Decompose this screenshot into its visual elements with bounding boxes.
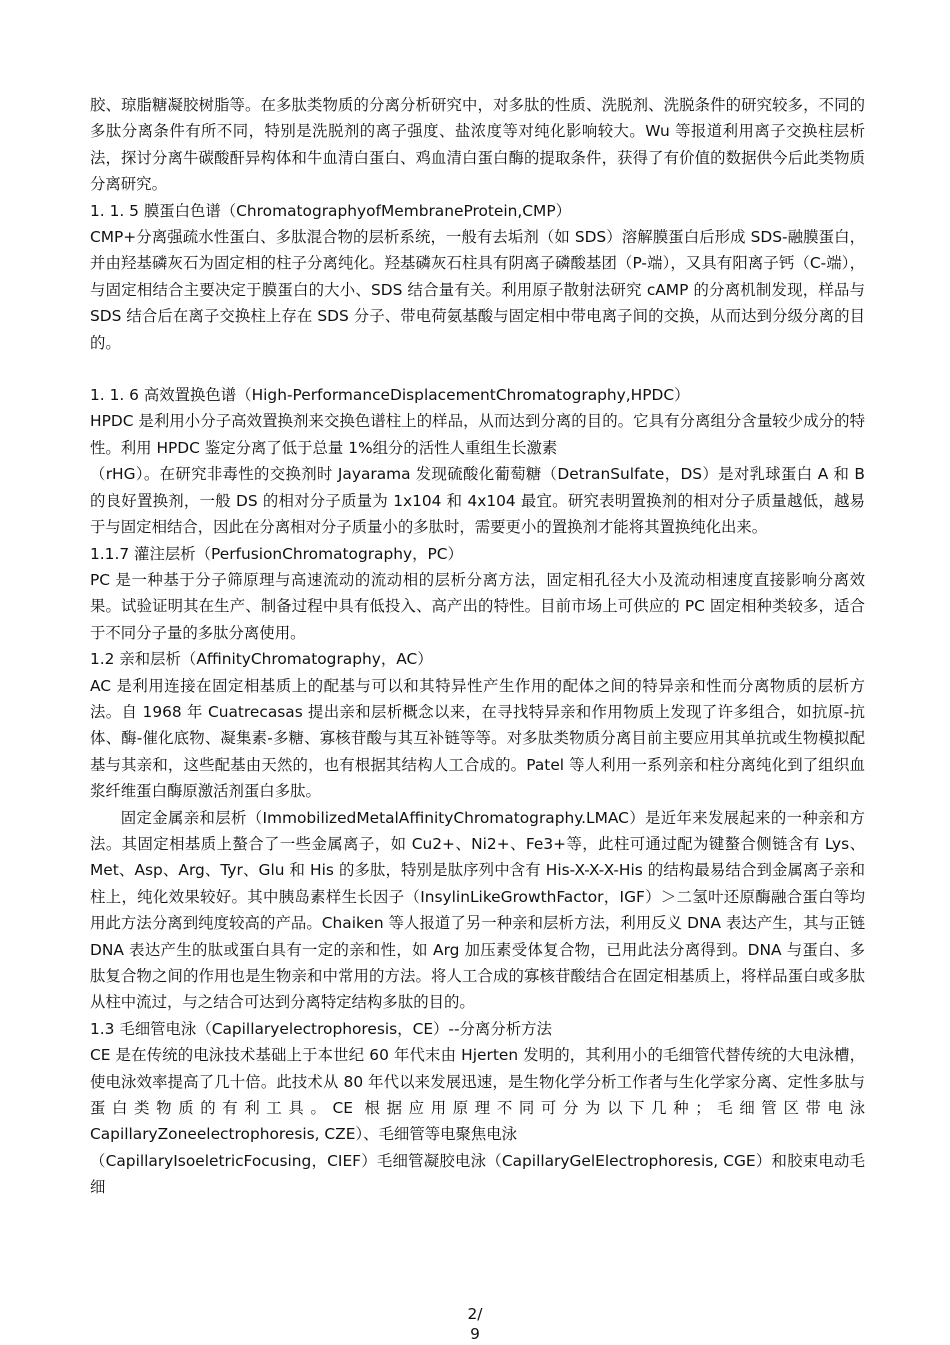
heading-ac: 1.2 亲和层析（AffinityChromatography，AC） bbox=[90, 650, 433, 669]
paragraph-imac: 固定金属亲和层析（ImmobilizedMetalAffinityChromatography.LMAC）是近年来发展起来的一种亲和方法。其固定相基质上螯合了一些金属离子，如 Cu2+、Ni2+、Fe3+等，此柱可通过配为键螯合侧链含有 Lys、Met、Asp、Arg、Tyr、Glu 和 His 的多肽，特别是肽序列中含有 His-X-X-X-His 的结构最易结合到金属离子亲和柱上，纯化效果较好。其中胰岛素样生长因子（InsylinLikeGrowthFactor，IGF）＞二氢叶还原酶融合蛋白等均用此方法分离到纯度较高的产品。Chaiken 等人报道了另一种亲和层析方法，利用反义 DNA 表达产生，其与正链 DNA 表达产生的肽或蛋白具有一定的亲和性，如 Arg 加压素受体复合物，已用此法分离得到。DNA 与蛋白、多肽复合物之间的作用也是生物亲和中常用的方法。将人工合成的寡核苷酸结合在固定相基质上，将样品蛋白或多肽从柱中流过，与之结合可达到分离特定结构多肽的目的。 bbox=[90, 808, 865, 1012]
paragraph-hpdc-1: HPDC 是利用小分子高效置换剂来交换色谱柱上的样品，从而达到分离的目的。它具有分离组分含量较少成分的特性。利用 HPDC 鉴定分离了低于总量 1%组分的活性人重组生长激素 bbox=[90, 412, 865, 457]
paragraph-ce-1: CE 是在传统的电泳技术基础上于本世纪 60 年代末由 Hjerten 发明的，其利用小的毛细管代替传统的大电泳槽，使电泳效率提高了几十倍。此技术从 80 年代以来发展迅速，是生物化学分析工作者与生化学家分离、定性多肽与蛋白类物质的有利工具。CE 根据应用原理不同可分为以下几种；毛细管区带电泳 CapillaryZoneelectrophoresis, CZE）、毛细管等电聚焦电泳 bbox=[90, 1046, 865, 1144]
paragraph-hpdc-2: （rHG）。在研究非毒性的交换剂时 Jayarama 发现硫酸化葡萄糖（DetranSulfate，DS）是对乳球蛋白 A 和 B 的良好置换剂，一般 DS 的相对分子质量为 1x104 和 4x104 最宜。研究表明置换剂的相对分子质量越低，越易于与固定相结合，因此在分离相对分子质量小的多肽时，需要更小的置换剂才能将其置换纯化出来。 bbox=[90, 465, 865, 537]
page-number: 2/ bbox=[467, 1305, 483, 1323]
heading-pc: 1.1.7 灌注层析（PerfusionChromatography，PC） bbox=[90, 544, 463, 563]
paragraph-ac: AC 是利用连接在固定相基质上的配基与可以和其特异性产生作用的配体之间的特异亲和性而分离物质的层析方法。自 1968 年 Cuatrecasas 提出亲和层析概念以来，在寻找特异亲和作用物质上发现了许多组合，如抗原-抗体、酶-催化底物、凝集素-多糖、寡核苷酸与其互补链等等。对多肽类物质分离目前主要应用其单抗或生物模拟配基与其亲和，这些配基由天然的，也有根据其结构人工合成的。Patel 等人利用一系列亲和柱分离纯化到了组织血浆纤维蛋白酶原激活剂蛋白多肽。 bbox=[90, 676, 865, 801]
paragraph-pc: PC 是一种基于分子筛原理与高速流动的流动相的层析分离方法，固定相孔径大小及流动相速度直接影响分离效果。试验证明其在生产、制备过程中具有低投入、高产出的特性。目前市场上可供应的 PC 固定相种类较多，适合于不同分子量的多肽分离使用。 bbox=[90, 570, 865, 642]
heading-ce: 1.3 毛细管电泳（Capillaryelectrophoresis，CE）--分离分析方法 bbox=[90, 1019, 552, 1038]
blank-line bbox=[90, 356, 865, 382]
page-total: 9 bbox=[470, 1325, 480, 1343]
paragraph-cmp: CMP+分离强疏水性蛋白、多肽混合物的层析系统，一般有去垢剂（如 SDS）溶解膜蛋白后形成 SDS-融膜蛋白，并由羟基磷灰石为固定相的柱子分离纯化。羟基磷灰石柱具有阴离子磷酸基团（P-端），又具有阳离子钙（C-端），与固定相结合主要决定于膜蛋白的大小、SDS 结合量有关。利用原子散射法研究 cAMP 的分离机制发现，样品与 SDS 结合后在离子交换柱上存在 SDS 分子、带电荷氨基酸与固定相中带电离子间的交换，从而达到分级分离的目的。 bbox=[90, 228, 865, 352]
page-content bbox=[90, 92, 865, 1201]
heading-hpdc: 1. 1. 6 高效置换色谱（High-PerformanceDisplacementChromatography,HPDC） bbox=[90, 386, 690, 405]
paragraph-intro: 胶、琼脂糖凝胶树脂等。在多肽类物质的分离分析研究中，对多肽的性质、洗脱剂、洗脱条件的研究较多，不同的多肽分离条件有所不同，特别是洗脱剂的离子强度、盐浓度等对纯化影响较大。Wu 等报道利用离子交换柱层析法，探讨分离牛碳酸酐异构体和牛血清白蛋白、鸡血清白蛋白酶的提取条件，获得了有价值的数据供今后此类物质分离研究。 bbox=[90, 96, 865, 194]
paragraph-ce-2: （CapillaryIsoeletricFocusing，CIEF）毛细管凝胶电泳（CapillaryGelElectrophoresis, CGE）和胶束电动毛细 bbox=[90, 1151, 865, 1197]
heading-cmp: 1. 1. 5 膜蛋白色谱（ChromatographyofMembraneProtein,CMP） bbox=[90, 201, 571, 220]
